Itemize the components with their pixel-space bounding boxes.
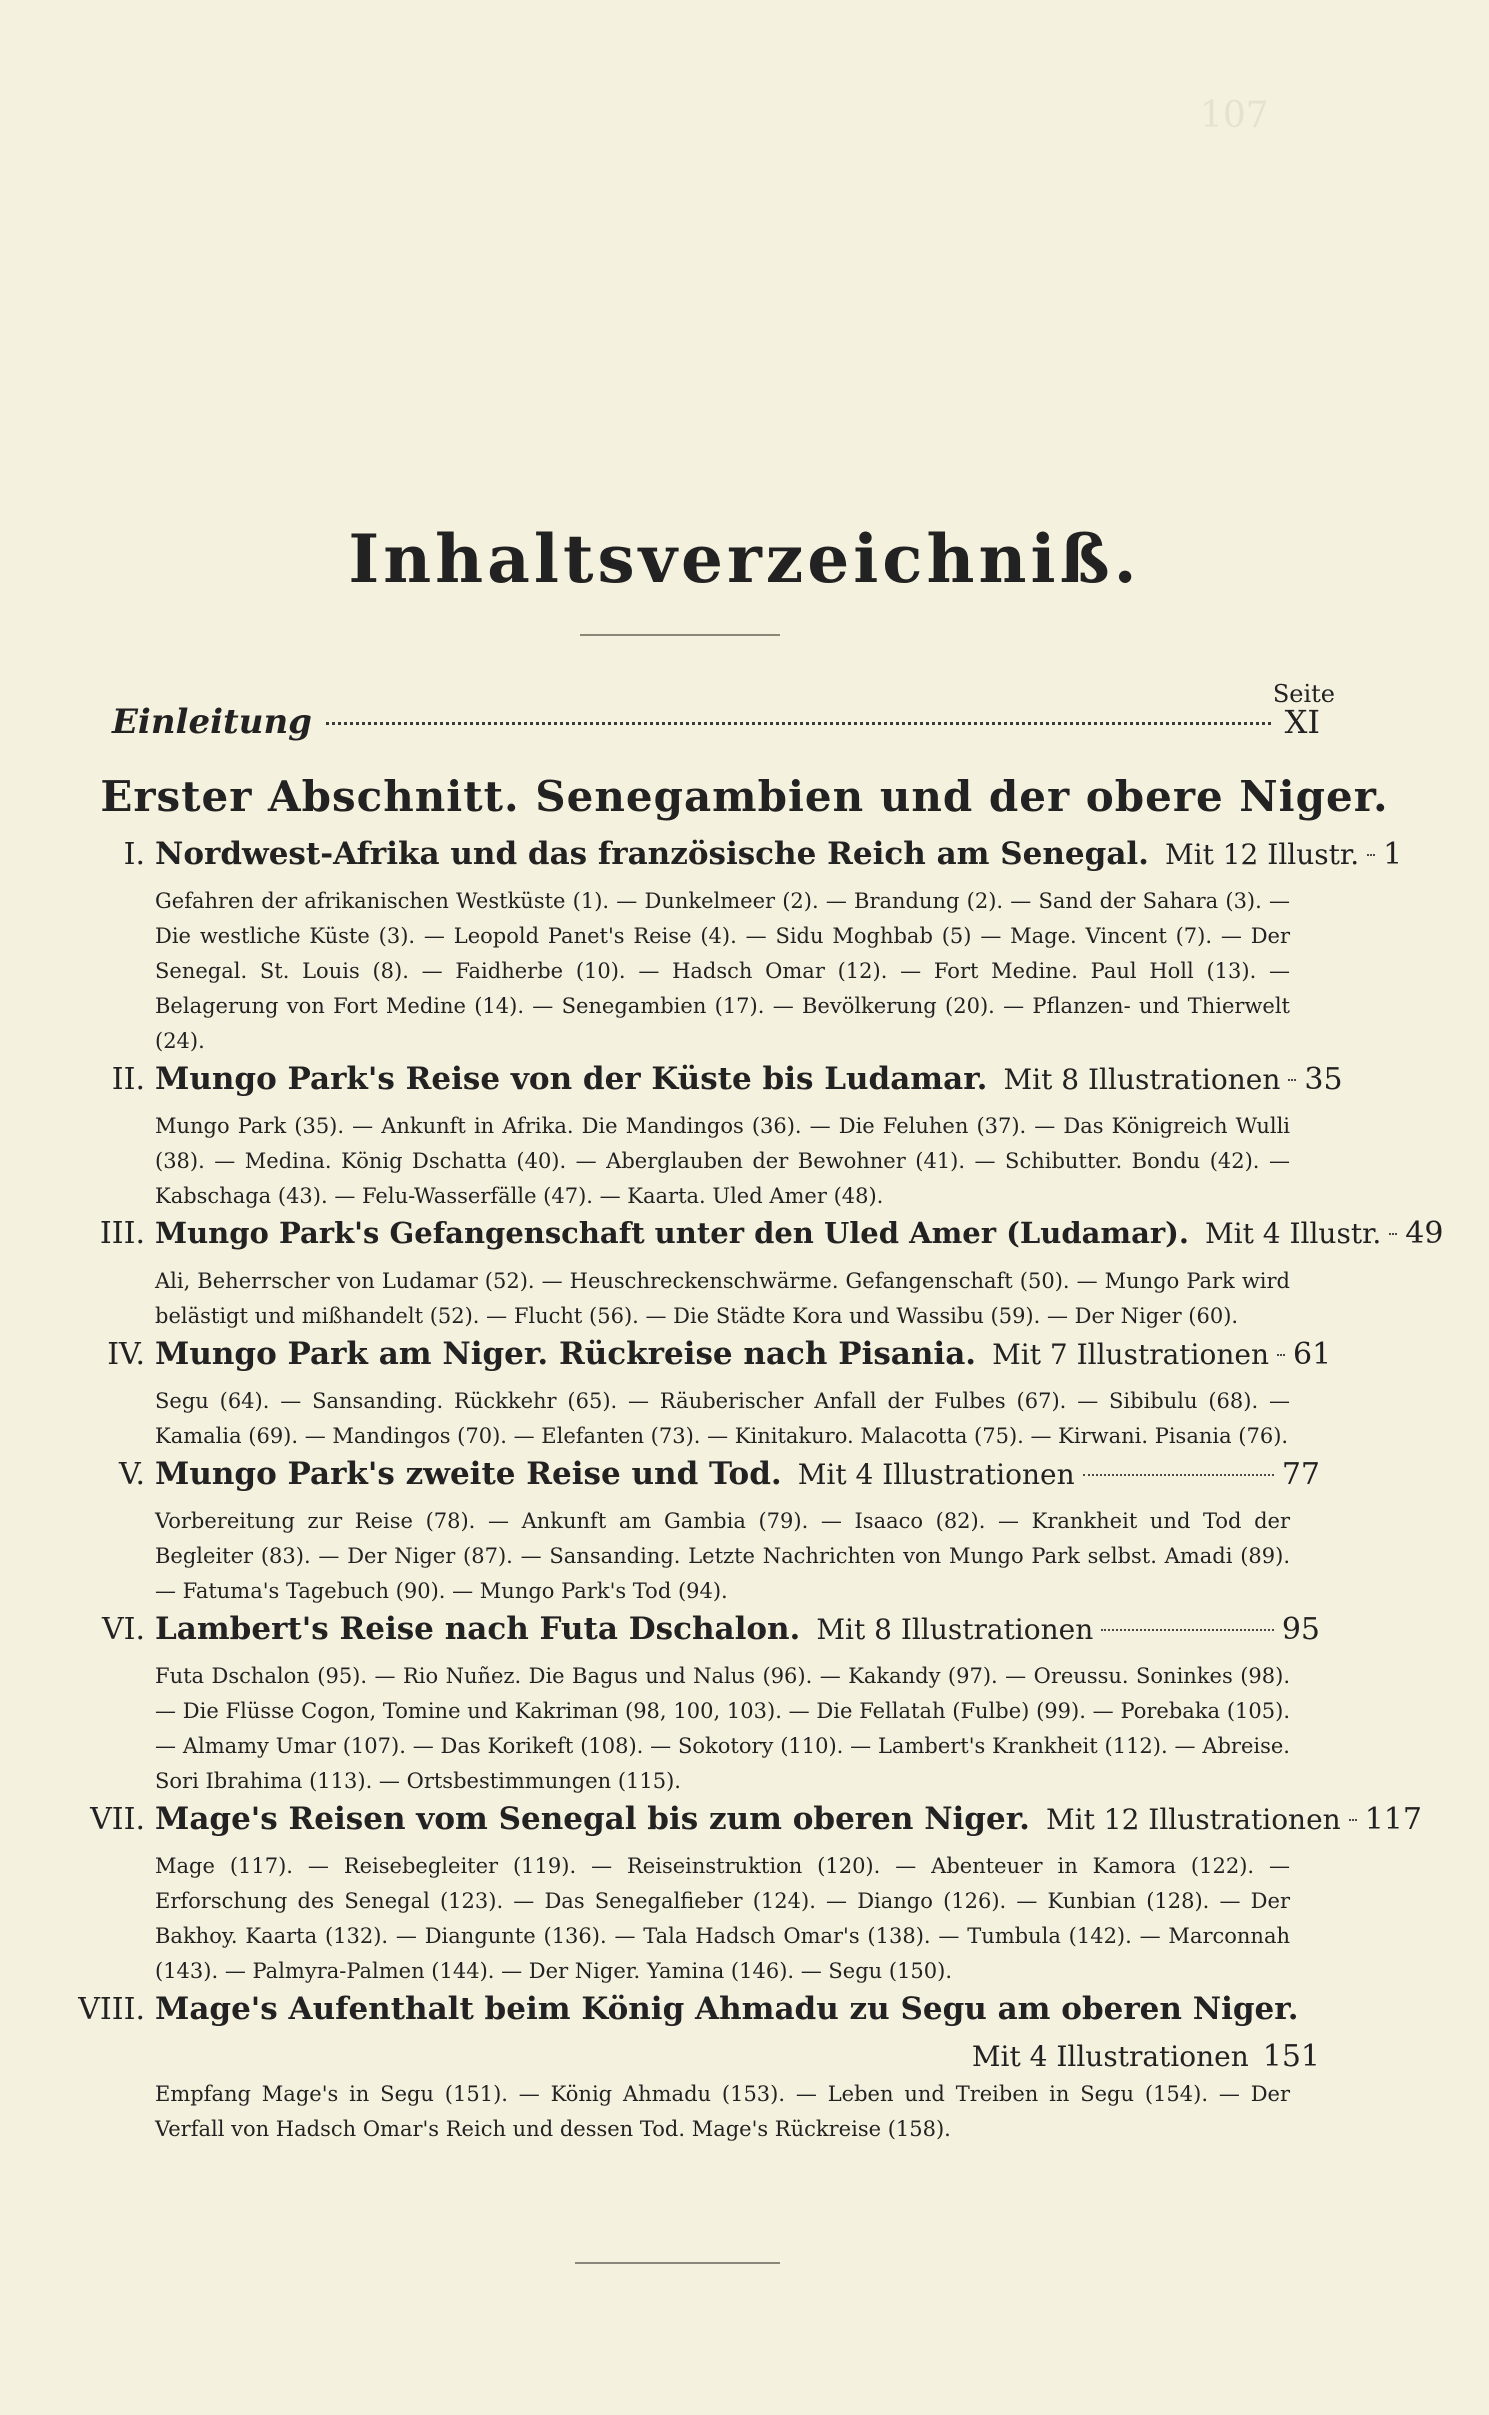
entry-illustrations: Mit 8 Illustrationen [1003, 1063, 1281, 1096]
seite-column-label: Seite [1272, 680, 1335, 708]
dot-leader [1367, 854, 1375, 856]
toc-entry-4[interactable] [40, 1336, 1332, 1454]
entry-heading-line [40, 1456, 1320, 1504]
entry-numeral: I. [123, 837, 145, 872]
entry-heading-line [40, 1991, 1320, 2039]
entry-description: Gefahren der afrikanischen Westküste (1). — Dunkelmeer (2). — Brandung (2). — Sand der Sahara (3). — Die westliche Küste (3). — Leopold Panet's Reise (4). — Sidu Moghbab (5) — Mage. Vincent (7). — Der Senegal. St. Louis (8). — Faidherbe (10). — Hadsch Omar (12). — Fort Medine. Paul Holl (13). — Belagerung von Fort Medine (14). — Senegambien (17). — Bevölkerung (20). — Pflanzen- und Thierwelt (24). [155, 889, 1290, 1053]
dot-leader [1083, 1474, 1274, 1476]
toc-entry-2[interactable] [40, 1061, 1343, 1214]
toc-entry-5[interactable] [40, 1456, 1320, 1609]
entry-description: Mage (117). — Reisebegleiter (119). — Reiseinstruktion (120). — Abenteuer in Kamora (122). — Erforschung des Senegal (123). — Das Senegalfieber (124). — Diango (126). — Kunbian (128). — Der Bakhoy. Kaarta (132). — Diangunte (136). — Tala Hadsch Omar's (138). — Tumbula (142). — Marconnah (143). — Palmyra-Palmen (144). — Der Niger. Yamina (146). — Segu (150). [155, 1854, 1290, 1983]
entry-heading-line [40, 1336, 1332, 1384]
dot-leader [326, 722, 1271, 725]
bottom-ornament-rule [575, 2262, 780, 2264]
entry-page: 77 [1281, 1457, 1320, 1492]
entry-title: Mungo Park's Gefangenschaft unter den Uled Amer (Ludamar). [155, 1216, 1189, 1250]
toc-entry-3[interactable] [40, 1216, 1444, 1334]
entry-title: Mage's Reisen vom Senegal bis zum oberen Niger. [155, 1801, 1030, 1837]
entry-page: 95 [1281, 1612, 1320, 1647]
entry-title: Lambert's Reise nach Futa Dschalon. [155, 1611, 801, 1647]
dot-leader [1349, 1819, 1357, 1821]
entry-illustrations: Mit 4 Illustr. [1204, 1217, 1382, 1250]
entry-illustrations: Mit 4 Illustrationen [971, 2040, 1249, 2073]
entry-numeral: II. [111, 1062, 145, 1097]
toc-entry-6[interactable] [40, 1611, 1320, 1799]
entry-numeral: VII. [90, 1802, 145, 1837]
entry-page: 49 [1405, 1216, 1444, 1251]
entry-illustrations-line [40, 2039, 1320, 2077]
entry-page: 117 [1364, 1802, 1422, 1837]
entry-title: Mungo Park am Niger. Rückreise nach Pisania. [155, 1336, 977, 1372]
entry-title: Nordwest-Afrika und das französische Reich am Senegal. [155, 836, 1149, 872]
entry-page: 61 [1292, 1337, 1332, 1372]
entry-heading-line [40, 1611, 1320, 1659]
entry-numeral: III. [99, 1216, 145, 1251]
toc-entry-1[interactable] [40, 836, 1403, 1059]
entry-illustrations: Mit 4 Illustrationen [797, 1458, 1075, 1491]
entry-numeral: V. [119, 1457, 145, 1492]
entry-heading-line [40, 1801, 1422, 1849]
dot-leader [1389, 1233, 1397, 1235]
entry-heading-line [40, 1061, 1343, 1109]
intro-page-number: XI [1284, 703, 1320, 741]
entry-illustrations: Mit 8 Illustrationen [816, 1613, 1094, 1646]
toc-entry-8[interactable] [40, 1991, 1320, 2147]
entry-description: Empfang Mage's in Segu (151). — König Ahmadu (153). — Leben und Treiben in Segu (154). — Der Verfall von Hadsch Omar's Reich und dessen Tod. Mage's Rückreise (158). [155, 2082, 1290, 2141]
entry-page: 1 [1383, 837, 1403, 872]
intro-label: Einleitung [112, 702, 312, 742]
entry-description: Ali, Beherrscher von Ludamar (52). — Heuschreckenschwärme. Gefangenschaft (50). — Mungo Park wird belästigt und mißhandelt (52). — Flucht (56). — Die Städte Kora und Wassibu (59). — Der Niger (60). [155, 1269, 1290, 1328]
toc-entries [40, 836, 1444, 2149]
dot-leader [1101, 1629, 1274, 1631]
entry-heading-line [40, 836, 1403, 884]
entry-description: Vorbereitung zur Reise (78). — Ankunft am Gambia (79). — Isaaco (82). — Krankheit und Tod der Begleiter (83). — Der Niger (87). — Sansanding. Letzte Nachrichten von Mungo Park selbst. Amadi (89). — Fatuma's Tagebuch (90). — Mungo Park's Tod (94). [155, 1509, 1290, 1603]
entry-illustrations: Mit 12 Illustr. [1164, 838, 1360, 871]
entry-page: 35 [1304, 1062, 1343, 1097]
toc-entry-7[interactable] [40, 1801, 1422, 1989]
section-heading: Erster Abschnitt. Senegambien und der obere Niger. [100, 772, 1389, 821]
entry-numeral: VI. [101, 1612, 145, 1647]
toc-intro-row[interactable] [112, 702, 1320, 748]
entry-description: Mungo Park (35). — Ankunft in Afrika. Die Mandingos (36). — Die Feluhen (37). — Das Königreich Wulli (38). — Medina. König Dschatta (40). — Aberglauben der Bewohner (41). — Schibutter. Bondu (42). — Kabschaga (43). — Felu-Wasserfälle (47). — Kaarta. Uled Amer (48). [155, 1114, 1290, 1208]
entry-illustrations: Mit 7 Illustrationen [992, 1338, 1269, 1371]
entry-description: Segu (64). — Sansanding. Rückkehr (65). — Räuberischer Anfall der Fulbes (67). — Sibibulu (68). — Kamalia (69). — Mandingos (70). — Elefanten (73). — Kinitakuro. Malacotta (75). — Kirwani. Pisania (76). [155, 1389, 1290, 1448]
dot-leader [1288, 1079, 1296, 1081]
entry-numeral: VIII. [78, 1992, 145, 2027]
page-title: Inhaltsverzeichniß. [348, 520, 1141, 598]
entry-title: Mage's Aufenthalt beim König Ahmadu zu Segu am oberen Niger. [155, 1991, 1299, 2027]
entry-page: 151 [1262, 2039, 1320, 2074]
entry-description: Futa Dschalon (95). — Rio Nuñez. Die Bagus und Nalus (96). — Kakandy (97). — Oreussu. Soninkes (98). — Die Flüsse Cogon, Tomine und Kakriman (98, 100, 103). — Die Fellatah (Fulbe) (99). — Porebaka (105). — Almamy Umar (107). — Das Korikeft (108). — Sokotory (110). — Lambert's Krankheit (112). — Abreise. Sori Ibrahima (113). — Ortsbestimmungen (115). [155, 1664, 1290, 1793]
entry-heading-line [40, 1216, 1444, 1264]
entry-numeral: IV. [107, 1337, 145, 1372]
entry-illustrations: Mit 12 Illustrationen [1045, 1803, 1341, 1836]
faint-page-number: 107 [1200, 95, 1269, 136]
entry-title: Mungo Park's zweite Reise und Tod. [155, 1456, 782, 1492]
title-ornament-rule [580, 634, 780, 636]
entry-title: Mungo Park's Reise von der Küste bis Ludamar. [155, 1061, 988, 1097]
dot-leader [1277, 1354, 1285, 1356]
